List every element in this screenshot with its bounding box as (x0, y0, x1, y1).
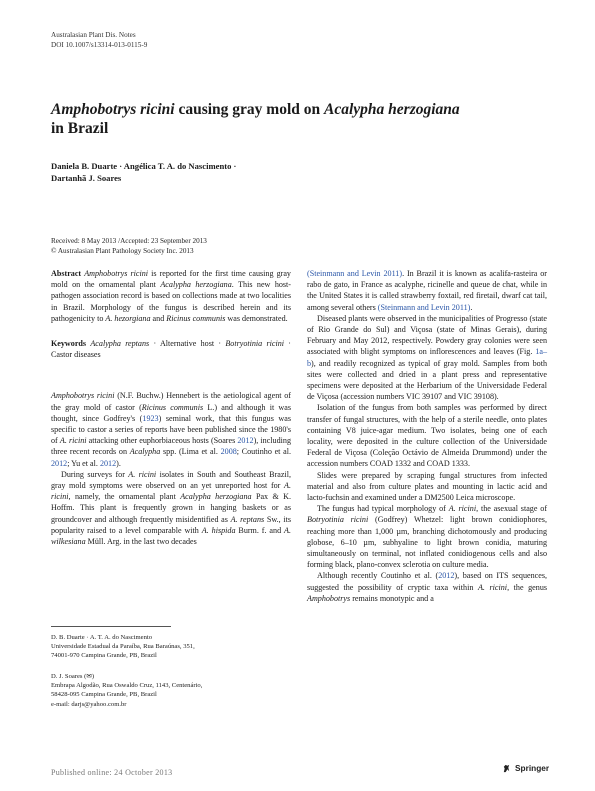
author-list: Daniela B. Duarte · Angélica T. A. do Nascimento · Dartanhã J. Soares (51, 161, 237, 183)
journal-name: Australasian Plant Dis. Notes (51, 31, 136, 39)
citation-link[interactable]: 2012 (51, 458, 68, 468)
publisher-logo (502, 763, 549, 773)
body-paragraph: Amphobotrys ricini (N.F. Buchw.) Hennebert is the aetiological agent of the gray mold of castor (Ricinus communis L.) and although it was thought, since Godfrey's (1923) seminal work, that this fungus was specific to castor a series of reports have been published since the 1980's of A. ricini attacking other euphorbiaceous hosts (Soares 2012), including three recent records on Acalypha spp. (Lima et al. 2008; Coutinho et al. 2012; Yu et al. 2012). (51, 391, 292, 468)
doi: DOI 10.1007/s13314-013-0115-9 (51, 41, 148, 49)
title-species: Amphobotrys ricini (51, 101, 175, 118)
body-paragraph: The fungus had typical morphology of A. ricini, the asexual stage of Botryotinia ricini (Godfrey) Whetzel: light brown conidiophores, reaching more than 1,000 µm, branching dichotomously and producing globose, 6–10 µm, subhyaline to light brown conidia, maturing simultaneously on terminal, not inflated conidiogenous cells and also forming black, plano-convex sclerotia on culture media. (307, 504, 548, 570)
received-accepted: Received: 8 May 2013 /Accepted: 23 September 2013 (51, 237, 207, 245)
keywords: Keywords Acalypha reptans · Alternative host · Botryotinia ricini · Castor diseases (51, 339, 291, 360)
citation-link[interactable]: 2008 (220, 447, 237, 457)
springer-horse-icon (502, 764, 511, 773)
affiliation-2: D. J. Soares (✉) Embrapa Algodão, Rua Oswaldo Cruz, 1143, Centenário, 58428-095 Campina Grande, PB, Brazil e-mail: darjs@yahoo.com.br (51, 672, 291, 709)
footnote-rule (51, 626, 171, 627)
publisher-name: Springer (515, 763, 550, 773)
citation-link[interactable]: (Steinmann and Levin 2011) (307, 269, 403, 278)
article-title: Amphobotrys ricini causing gray mold on Acalypha herzogiana in Brazil (51, 101, 460, 137)
published-online: Published online: 24 October 2013 (51, 768, 173, 777)
abstract: Abstract Amphobotrys ricini is reported for the first time causing gray mold on the ornamental plant Acalypha herzogiana. This new host-pathogen association record is based on collections made at two localities in Brazil. Morphology of the fungus is described herein and its pathogenicity to A. hezorgiana and Ricinus communis was demonstrated. (51, 269, 292, 323)
citation-link[interactable]: 2012 (237, 436, 254, 446)
body-paragraph: Although recently Coutinho et al. (2012), based on ITS sequences, suggested the possibility of cryptic taxa within A. ricini, the genus Amphobotrys remains monotypic and a (307, 571, 548, 603)
title-host: Acalypha herzogiana (324, 101, 460, 118)
citation-link[interactable]: 2012 (438, 571, 455, 581)
figure-link[interactable]: 1a–b (307, 347, 547, 368)
left-column (51, 268, 291, 547)
affiliation-1: D. B. Duarte · A. T. A. do Nascimento Universidade Estadual da Paraíba, Rua Baraúnas, 351, 74001-970 Campina Grande, PB, Brazil (51, 634, 195, 660)
body-paragraph: Isolation of the fungus from both samples was performed by direct transfer of fungal structures, with the help of a sterile needle, onto plates containing V8 juice-agar medium. Two isolates, being one of each locality, were deposited in the culture collection of the Universidade Federal de Viçosa (Coleção Octávio de Almeida Drummond) under the accession numbers COAD 1332 and COAD 1333. (307, 403, 547, 469)
author-email[interactable]: e-mail: darjs@yahoo.com.br (51, 700, 127, 708)
article-dates (51, 236, 207, 256)
body-paragraph: Slides were prepared by scraping fungal structures from infected material and also from culture plates and mounting in lactic acid and lacto-fuchsin and examined under a DM2500 Leica microscope. (307, 470, 547, 503)
body-paragraph: Diseased plants were observed in the municipalities of Progresso (state of Rio Grande do Sul) and Viçosa (state of Minas Gerais), during February and May 2012, respectively. Powdery gray colonies were seen associated with blight symptoms on inflorescences and leaves (Fig. 1a–b), and readily recognized as typical of gray mold. Samples from both sites were collected and dried in a plant press and representative specimens were deposited at the Herbarium of the Universidade Federal de Viçosa (accession numbers VIC 39107 and VIC 39108). (307, 313, 547, 402)
journal-header (51, 30, 147, 50)
citation-link[interactable]: 2012 (99, 458, 117, 468)
right-column (307, 268, 547, 604)
citation-link[interactable]: 1923 (142, 413, 159, 423)
body-paragraph: (Steinmann and Levin 2011). In Brazil it is known as acalifa-rasteira or rabo de gato, in France as acalyphe, ricinelle and queue de chat, while in the United States it is called strawberry foxtail, red firetail, dwarf cat tail, among several others (Steinmann and Levin 2011). (307, 269, 547, 312)
copyright: © Australasian Plant Pathology Society Inc. 2013 (51, 247, 194, 255)
citation-link[interactable]: (Steinmann and Levin 2011) (377, 302, 471, 312)
body-paragraph: During surveys for A. ricini isolates in South and Southeast Brazil, gray mold symptoms were observed on an yet unreported host for A. ricini, namely, the ornamental plant Acalypha herzogiana Pax & K. Hoffm. This plant is frequently grown in hanging baskets or as groundcover and although frequently misidentified as A. reptans Sw., its popularity raised to a level comparable with A. hispida Burm. f. and A. wilkesiana Müll. Arg. in the last two decades (51, 469, 291, 547)
